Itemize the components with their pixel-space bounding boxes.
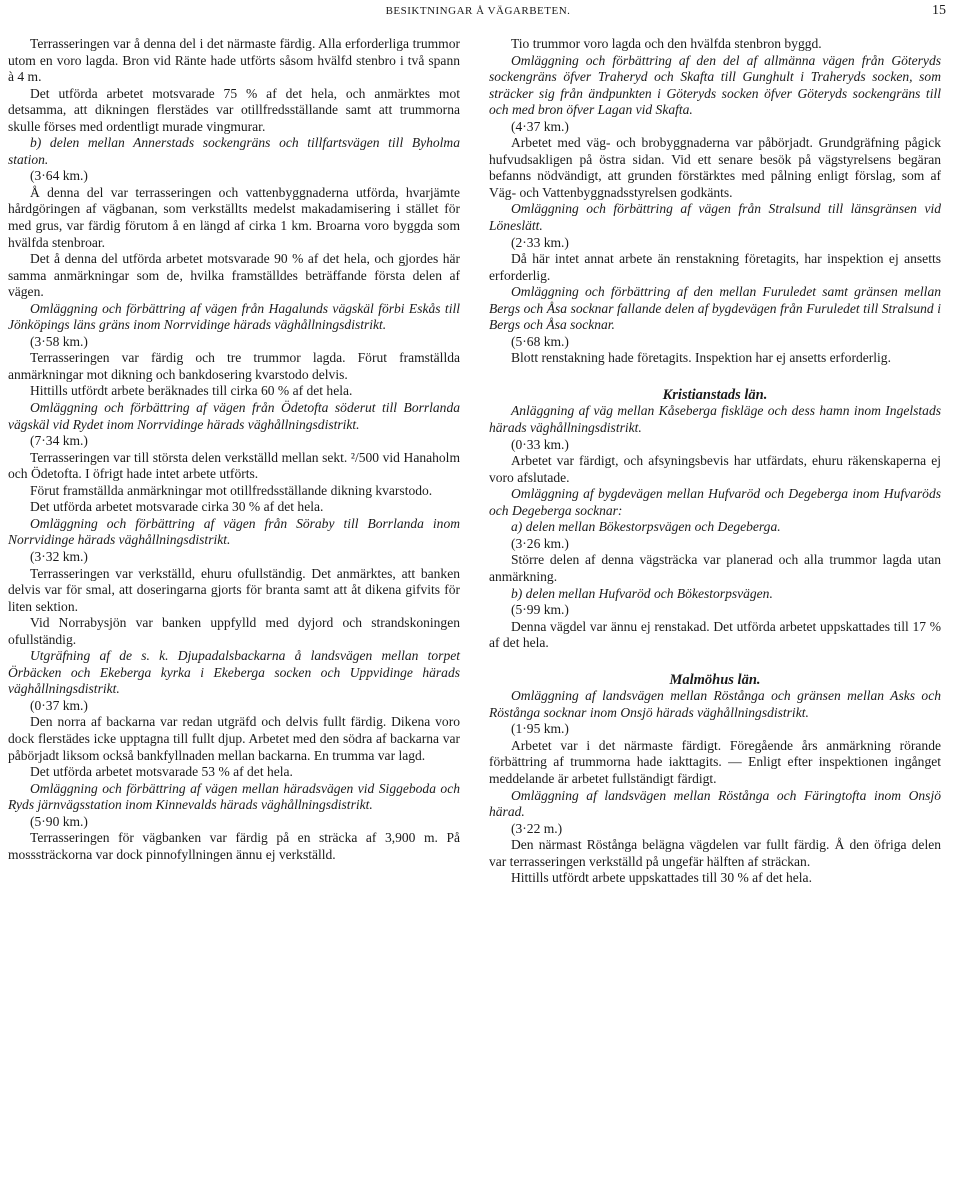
paragraph: Tio trummor voro lagda och den hvälfda stenbron byggd. — [511, 36, 822, 51]
paragraph: (0·37 km.) — [30, 697, 88, 713]
paragraph: Terrasseringen var verkställd, ehuru ofullständig. Det anmärktes, att banken delvis var för smal, att doseringarna gjorts för branta samt att åt dikena gifvits för liten sektion. — [8, 565, 460, 614]
paragraph: Arbetet var färdigt, och afsyningsbevis har utfärdats, ehuru räkenskaperna ej voro afslutade. — [489, 453, 941, 485]
paragraph: Denna vägdel var ännu ej renstakad. Det utförda arbetet uppskattades till 17 % af det hela. — [489, 618, 941, 651]
paragraph: (3·32 km.) — [30, 548, 88, 564]
paragraph: Det utförda arbetet motsvarade 75 % af det hela, och anmärktes mot detsamma, att dikningen flerstädes var otillfredsställande samt att trummorna skulle förses med ordentligt murade vingmurar. — [8, 85, 460, 134]
road-project-heading: b) delen mellan Annerstads sockengräns och tillfartsvägen till Byholma station. — [8, 135, 460, 167]
road-project-heading: Omläggning och förbättring af den del af allmänna vägen från Göteryds sockengräns öfver Traheryd och Skafta till Gunghult i Traheryds socken, som sträcker sig från ändpunkten i Göteryds socken öfver Göteryds sockengräns till och med bron öfver Lagan vid Skafta. — [489, 52, 941, 118]
paragraph: Terrasseringen var färdig och tre trummor lagda. Förut framställda anmärkningar mot dikning och bankdosering kvarstodo delvis. — [8, 350, 460, 382]
road-project-heading: Omläggning af landsvägen mellan Röstånga och gränsen mellan Asks och Röstånga socknar inom Onsjö härads väghållningsdistrikt. — [489, 688, 941, 720]
paragraph: (7·34 km.) — [30, 433, 88, 449]
paragraph: (5·68 km.) — [511, 333, 569, 349]
paragraph: (5·90 km.) — [30, 813, 88, 829]
page-header — [10, 3, 946, 25]
paragraph: Terrasseringen för vägbanken var färdig på en sträcka af 3,900 m. På mosssträckorna var dock pinnofyllningen ännu ej verkställd. — [8, 830, 460, 862]
paragraph: (3·58 km.) — [30, 333, 88, 349]
paragraph: Blott renstakning hade företagits. Inspektion har ej ansetts erforderlig. — [511, 350, 891, 366]
road-project-heading: Omläggning och förbättring af vägen mellan häradsvägen vid Siggeboda och Ryds järnvägsstation inom Kinnevalds härads väghållningsdistrikt. — [8, 780, 460, 813]
paragraph: Det utförda arbetet motsvarade 53 % af det hela. — [30, 764, 293, 780]
road-project-heading: Omläggning och förbättring af vägen från Ödetofta söderut till Borrlanda vägskäl vid Rydet inom Norrvidinge härads väghållningsdistrikt. — [8, 400, 460, 432]
road-project-heading: Anläggning af väg mellan Kåseberga fiskläge och dess hamn inom Ingelstads härads väghållningsdistrikt. — [489, 403, 941, 436]
paragraph: Arbetet med väg- och brobyggnaderna var påbörjadt. Grundgräfning pågick hufvudsakligen på östra sidan. Vid ett senare besök på vägstyrelsens begäran befanns nödvändigt, att grunden förstärktes med pålning enligt förslag, som af Väg- och Vattenbyggnadsstyrelsen godkänts. — [489, 135, 941, 200]
paragraph: (0·33 km.) — [511, 436, 569, 452]
road-project-heading: Omläggning och förbättring af vägen från Stralsund till länsgränsen vid Löneslätt. — [489, 201, 941, 234]
section-spacer — [489, 652, 941, 672]
paragraph: Arbetet var i det närmaste färdigt. Föregående års anmärkning rörande förbättring af trummorna hade iakttagits. — Enligt efter inspektionen ingånget meddelande är arbetet fullständigt färdigt. — [489, 737, 941, 786]
running-title: BESIKTNINGAR Å VÄGARBETEN. — [385, 5, 571, 17]
paragraph: Terrasseringen var å denna del i det närmaste färdig. Alla erforderliga trummor utom en voro lagda. Bron vid Ränte hade utförts såsom hvälfd stenbro i två spann à 4 m. — [8, 36, 460, 85]
paragraph: Då här intet annat arbete än renstakning företagits, har inspektion ej ansetts erforderlig. — [489, 251, 941, 283]
paragraph: Vid Norrabysjön var banken uppfylld med dyjord och strandskoningen ofullständig. — [8, 615, 460, 647]
left-column — [8, 36, 460, 863]
paragraph: (1·95 km.) — [511, 721, 569, 737]
paragraph: Förut framställda anmärkningar mot otillfredsställande dikning kvarstodo. — [30, 482, 433, 498]
road-project-heading: Utgräfning af de s. k. Djupadalsbackarna å landsvägen mellan torpet Örbäcken och Ekeberga kyrka i Ekeberga socken och Uppvidinge härads väghållningsdistrikt. — [8, 648, 460, 697]
paragraph: Hittills utfördt arbete uppskattades till 30 % af det hela. — [511, 870, 812, 886]
county-heading: Kristianstads län. — [662, 386, 768, 403]
paragraph: (3·64 km.) — [30, 168, 88, 184]
paragraph: (4·37 km.) — [511, 118, 569, 134]
paragraph: Det å denna del utförda arbetet motsvarade 90 % af det hela, och gjordes här samma anmärkningar som de, hvilka framställdes beträffande första delen af vägen. — [8, 251, 460, 300]
page-number: 15 — [932, 3, 946, 18]
paragraph: Den närmast Röstånga belägna vägdelen var fullt färdig. Å den öfriga delen var terrasseringen verkställd på ungefär hälften af sträckan. — [489, 837, 941, 869]
paragraph: (2·33 km.) — [511, 234, 569, 250]
county-heading: Malmöhus län. — [669, 671, 761, 688]
road-project-heading: Omläggning af landsvägen mellan Röstånga och Färingtofta inom Onsjö härad. — [489, 787, 941, 820]
paragraph: Den norra af backarna var redan utgräfd och delvis fullt färdig. Dikena voro dock flerstädes icke upptagna till fullt djup. Arbetet med den södra af backarna var påbörjadt liksom också bankfyllnaden mellan backarna. En trumma var lagd. — [8, 714, 460, 763]
paragraph: Hittills utfördt arbete beräknades till cirka 60 % af det hela. — [30, 383, 353, 399]
paragraph: (3·22 m.) — [511, 820, 563, 836]
road-project-heading: Omläggning och förbättring af den mellan Furuledet samt gränsen mellan Bergs och Åsa socknar fallande delen af bygdevägen från Furuledet till Stralsund i Bergs och Åsa socknar. — [489, 284, 941, 333]
paragraph: Större delen af denna vägsträcka var planerad och alla trummor lagda utan anmärkning. — [489, 552, 941, 584]
road-project-heading: a) delen mellan Bökestorpsvägen och Degeberga. — [511, 519, 781, 535]
right-column — [489, 36, 941, 887]
road-project-heading: Omläggning af bygdevägen mellan Hufvaröd och Degeberga inom Hufvaröds och Degeberga socknar: — [489, 486, 941, 518]
paragraph: Å denna del var terrasseringen och vattenbyggnaderna utförda, hvarjämte hårdgöringen af vägbanan, som verkställts medelst makadamisering i stället för med grus, var färdig förutom å en längd af cirka 1 km. Broarna voro byggda som hvälfda stenbroar. — [8, 184, 460, 250]
section-spacer — [489, 367, 941, 387]
paragraph: Det utförda arbetet motsvarade cirka 30 % af det hela. — [30, 499, 324, 515]
road-project-heading: Omläggning och förbättring af vägen från Hagalunds vägskäl förbi Eskås till Jönköpings läns gräns inom Norrvidinge härads väghållningsdistrikt. — [8, 300, 460, 333]
road-project-heading: Omläggning och förbättring af vägen från Söraby till Borrlanda inom Norrvidinge härads väghållningsdistrikt. — [8, 515, 460, 548]
road-project-heading: b) delen mellan Hufvaröd och Bökestorpsvägen. — [511, 585, 773, 601]
paragraph: Terrasseringen var till största delen verkställd mellan sekt. ²/500 vid Hanaholm och Ödetofta. I öfrigt hade intet arbete utförts. — [8, 449, 460, 482]
paragraph: (3·26 km.) — [511, 535, 569, 551]
paragraph: (5·99 km.) — [511, 602, 569, 618]
